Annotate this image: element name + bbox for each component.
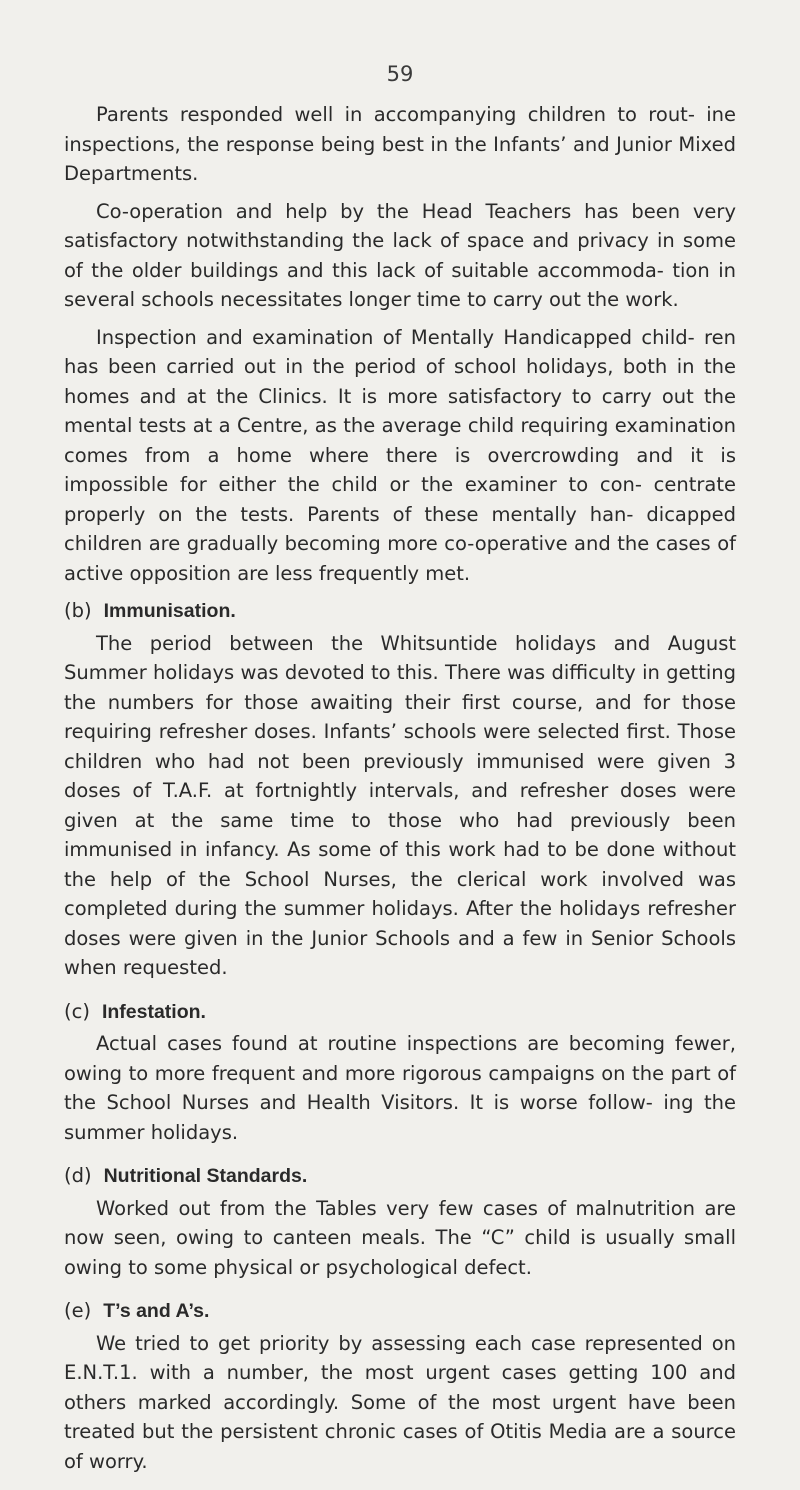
section-marker: (b)	[64, 599, 92, 622]
paragraph-parents: Parents responded well in accompanying children to rout- ine inspections, the response being best in the Infants’ and Junior Mixed Departments.	[64, 103, 736, 185]
section-marker: (c)	[64, 999, 90, 1023]
section-heading	[64, 1161, 736, 1192]
section-heading	[64, 997, 736, 1028]
section-title: Immunisation.	[103, 600, 236, 622]
section-marker: (d)	[64, 1164, 92, 1187]
section-text: Actual cases found at routine inspections are becoming fewer, owing to more frequent and more rigorous campaigns on the part of the School Nurses and Health Visitors. It is worse follow- ing the summer holidays.	[64, 1032, 736, 1144]
section-text: The period between the Whitsuntide holidays and August Summer holidays was devoted to this. There was difficulty in getting the numbers for those awaiting their first course, and for those requiring refresher doses. Infants’ schools were selected first. Those children who had not been previously immunised were given 3 doses of T.A.F. at fortnightly intervals, and refresher doses were given at the same time to those who had previously been immunised in infancy. As some of this work had to be done without the help of the School Nurses, the clerical work involved was completed during the summer holidays. After the holidays refresher doses were given in the Junior Schools and a few in Senior Schools when requested.	[64, 631, 736, 979]
section-heading	[64, 1296, 736, 1327]
section-marker: (e)	[64, 1299, 92, 1322]
section-immunisation	[64, 596, 736, 983]
section-text: We tried to get priority by assessing each case represented on E.N.T.1. with a number, the most urgent cases getting 100 and others marked accordingly. Some of the most urgent have been treated but the persistent chronic cases of Otitis Media are a source of worry.	[64, 1331, 736, 1473]
section-infestation	[64, 997, 736, 1148]
paragraph-mentally-handicapped: Inspection and examination of Mentally Handicapped child- ren has been carried out in the period of school holidays, both in the homes and at the Clinics. It is more satisfactory to carry out the mental tests at a Centre, as the average child requiring examination comes from a home where there is overcrowding and it is impossible for either the child or the examiner to con- centrate properly on the tests. Parents of these mentally han- dicapped children are gradually becoming more co-operative and the cases of active opposition are less frequently met.	[64, 325, 736, 585]
section-text: Worked out from the Tables very few cases of malnutrition are now seen, owing to canteen meals. The “C” child is usually small owing to some physical or psychological defect.	[64, 1196, 736, 1279]
paragraph-head-teachers: Co-operation and help by the Head Teachers has been very satisfactory notwithstanding the lack of space and privacy in some of the older buildings and this lack of suitable accommoda- tion in several schools necessitates longer time to carry out the work.	[64, 199, 736, 311]
section-ts-and-as	[64, 1296, 736, 1476]
section-heading	[64, 596, 736, 627]
document-body	[64, 100, 736, 1490]
page-number: 59	[386, 62, 414, 86]
section-title: Nutritional Standards.	[103, 1165, 308, 1187]
section-nutritional-standards	[64, 1161, 736, 1282]
section-title: T’s and A’s.	[103, 1300, 210, 1322]
section-title: Infestation.	[101, 1000, 206, 1023]
